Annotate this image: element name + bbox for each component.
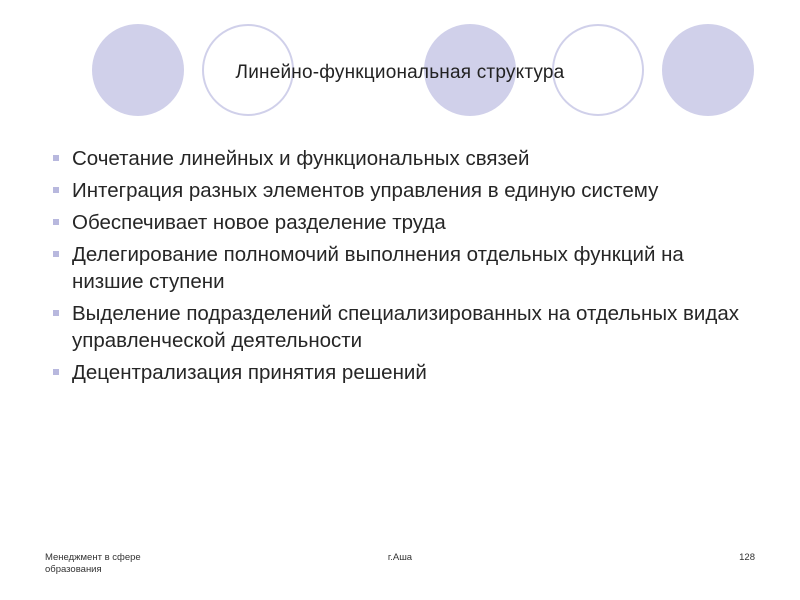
bullet-text: Децентрализация принятия решений: [72, 361, 427, 384]
bullet-item: [50, 300, 740, 354]
bullet-text: Обеспечивает новое разделение труда: [72, 211, 446, 234]
square-bullet-icon: [53, 155, 59, 161]
slide-title: Линейно-функциональная структура: [235, 62, 565, 83]
footer-left: [45, 552, 205, 576]
bullet-item: [50, 209, 740, 236]
footer-course-line2: образования: [45, 564, 102, 575]
bullet-text: Интеграция разных элементов управления в единую систему: [72, 179, 659, 202]
bullet-item: [50, 177, 740, 204]
square-bullet-icon: [53, 187, 59, 193]
bullet-text: Выделение подразделений специализированных на отдельных видах управленческой деятельности: [72, 302, 739, 352]
page-number: 128: [739, 552, 755, 563]
bullet-text: Сочетание линейных и функциональных связей: [72, 147, 530, 170]
bullet-item: [50, 359, 740, 386]
square-bullet-icon: [53, 219, 59, 225]
footer-course-line1: Менеджмент в сфере: [45, 552, 141, 563]
square-bullet-icon: [53, 251, 59, 257]
square-bullet-icon: [53, 310, 59, 316]
bullet-list: [50, 145, 740, 391]
footer-center: г.Аша: [387, 552, 413, 563]
square-bullet-icon: [53, 369, 59, 375]
bullet-item: [50, 241, 740, 295]
bullet-item: [50, 145, 740, 172]
bullet-text: Делегирование полномочий выполнения отдельных функций на низшие ступени: [72, 243, 684, 293]
